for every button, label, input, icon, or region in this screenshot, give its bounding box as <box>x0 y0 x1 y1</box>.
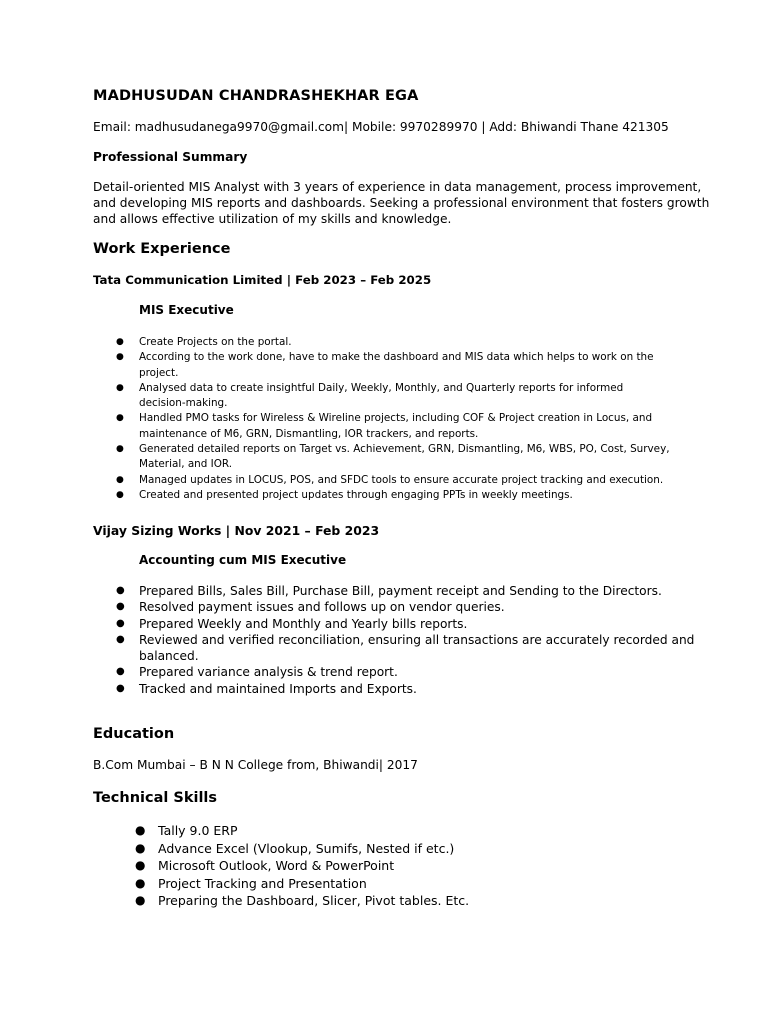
list-item <box>135 822 469 840</box>
list-item-text: Reviewed and verified reconciliation, ensuring all transactions are accurately recorded and <box>139 632 695 647</box>
list-item-text: maintenance of M6, GRN, Dismantling, IOR trackers, and reports. <box>139 427 479 440</box>
list-item-text: Handled PMO tasks for Wireless & Wireline projects, including COF & Project creation in Locus, and <box>139 412 653 425</box>
list-item <box>116 350 670 381</box>
bullet-icon: ● <box>116 633 125 645</box>
list-item <box>116 488 670 503</box>
bullet-icon: ● <box>116 585 125 596</box>
list-item <box>116 473 670 488</box>
bullet-icon: ● <box>116 352 124 363</box>
list-item-text: Analysed data to create insightful Daily, Weekly, Monthly, and Quarterly reports for informed <box>139 381 624 394</box>
list-item-text: project. <box>139 366 179 379</box>
list-item <box>116 664 694 680</box>
bullet-icon: ● <box>116 489 124 500</box>
list-item <box>116 335 670 350</box>
job-role: Accounting cum MIS Executive <box>139 553 347 567</box>
bullet-icon: ● <box>135 875 146 890</box>
bullet-icon: ● <box>116 474 124 485</box>
job-duties-list <box>116 335 670 503</box>
list-item-text: Material, and IOR. <box>139 458 233 471</box>
bullet-icon: ● <box>116 444 124 455</box>
bullet-icon: ● <box>135 858 146 872</box>
bullet-icon: ● <box>116 601 125 613</box>
bullet-icon: ● <box>116 617 125 629</box>
list-item-text: Prepared Bills, Sales Bill, Purchase Bill, payment receipt and Sending to the Directors. <box>139 584 662 598</box>
summary-line: and allows effective utilization of my skills and knowledge. <box>93 212 452 226</box>
list-item-text: Prepared variance analysis & trend report. <box>139 665 398 680</box>
summary-line: and developing MIS reports and dashboards. Seeking a professional environment that fosters growth <box>93 196 710 210</box>
bullet-icon: ● <box>116 666 125 678</box>
list-item <box>116 616 694 632</box>
list-item <box>116 632 695 665</box>
bullet-icon: ● <box>116 337 124 347</box>
work-experience-heading: Work Experience <box>93 241 231 257</box>
list-item <box>116 681 694 697</box>
candidate-name: MADHUSUDAN CHANDRASHEKHAR EGA <box>93 88 419 104</box>
bullet-icon: ● <box>116 682 125 694</box>
summary-paragraph <box>93 179 710 227</box>
bullet-icon: ● <box>116 413 124 424</box>
list-item-text: Created and presented project updates through engaging PPTs in weekly meetings. <box>139 488 573 501</box>
job-company-line: Tata Communication Limited | Feb 2023 – Feb 2025 <box>93 273 432 287</box>
contact-line: Email: madhusudanega9970@gmail.com| Mobile: 9970289970 | Add: Bhiwandi Thane 421305 <box>93 120 669 134</box>
list-item <box>135 875 469 893</box>
list-item <box>116 442 670 473</box>
list-item-text: Generated detailed reports on Target vs. Achievement, GRN, Dismantling, M6, WBS, PO, Cost, Survey, <box>139 443 670 456</box>
bullet-icon: ● <box>135 893 146 907</box>
job-duties-list <box>116 583 695 697</box>
education-entry: B.Com Mumbai – B N N College from, Bhiwandi| 2017 <box>93 758 418 772</box>
list-item-text: Prepared Weekly and Monthly and Yearly bills reports. <box>139 616 468 631</box>
list-item <box>116 411 670 442</box>
job-company-line: Vijay Sizing Works | Nov 2021 – Feb 2023 <box>93 523 380 538</box>
list-item <box>135 840 469 858</box>
list-item-text: Resolved payment issues and follows up on vendor queries. <box>139 600 505 615</box>
skill-text: Project Tracking and Presentation <box>158 875 367 891</box>
education-heading: Education <box>93 726 175 742</box>
summary-heading: Professional Summary <box>93 150 248 164</box>
list-item-text: balanced. <box>139 649 199 664</box>
bullet-icon: ● <box>116 382 124 393</box>
skill-text: Microsoft Outlook, Word & PowerPoint <box>158 858 395 873</box>
list-item <box>116 381 670 412</box>
skill-text: Advance Excel (Vlookup, Sumifs, Nested if etc.) <box>158 840 455 856</box>
list-item-text: Managed updates in LOCUS, POS, and SFDC tools to ensure accurate project tracking and execution. <box>139 473 664 486</box>
summary-line: Detail-oriented MIS Analyst with 3 years of experience in data management, process improvement, <box>93 180 702 194</box>
list-item <box>116 583 694 599</box>
job-role: MIS Executive <box>139 303 234 317</box>
bullet-icon: ● <box>135 823 146 837</box>
list-item <box>135 857 469 875</box>
list-item-text: According to the work done, have to make the dashboard and MIS data which helps to work on the <box>139 351 654 364</box>
skill-text: Preparing the Dashboard, Slicer, Pivot tables. Etc. <box>158 893 470 908</box>
technical-skills-heading: Technical Skills <box>93 790 218 806</box>
skill-text: Tally 9.0 ERP <box>158 823 238 838</box>
bullet-icon: ● <box>135 840 146 855</box>
list-item <box>135 892 470 910</box>
list-item <box>116 599 694 615</box>
list-item-text: decision-making. <box>139 397 228 410</box>
skills-list <box>135 822 470 910</box>
list-item-text: Create Projects on the portal. <box>139 336 292 348</box>
list-item-text: Tracked and maintained Imports and Exports. <box>139 681 417 696</box>
